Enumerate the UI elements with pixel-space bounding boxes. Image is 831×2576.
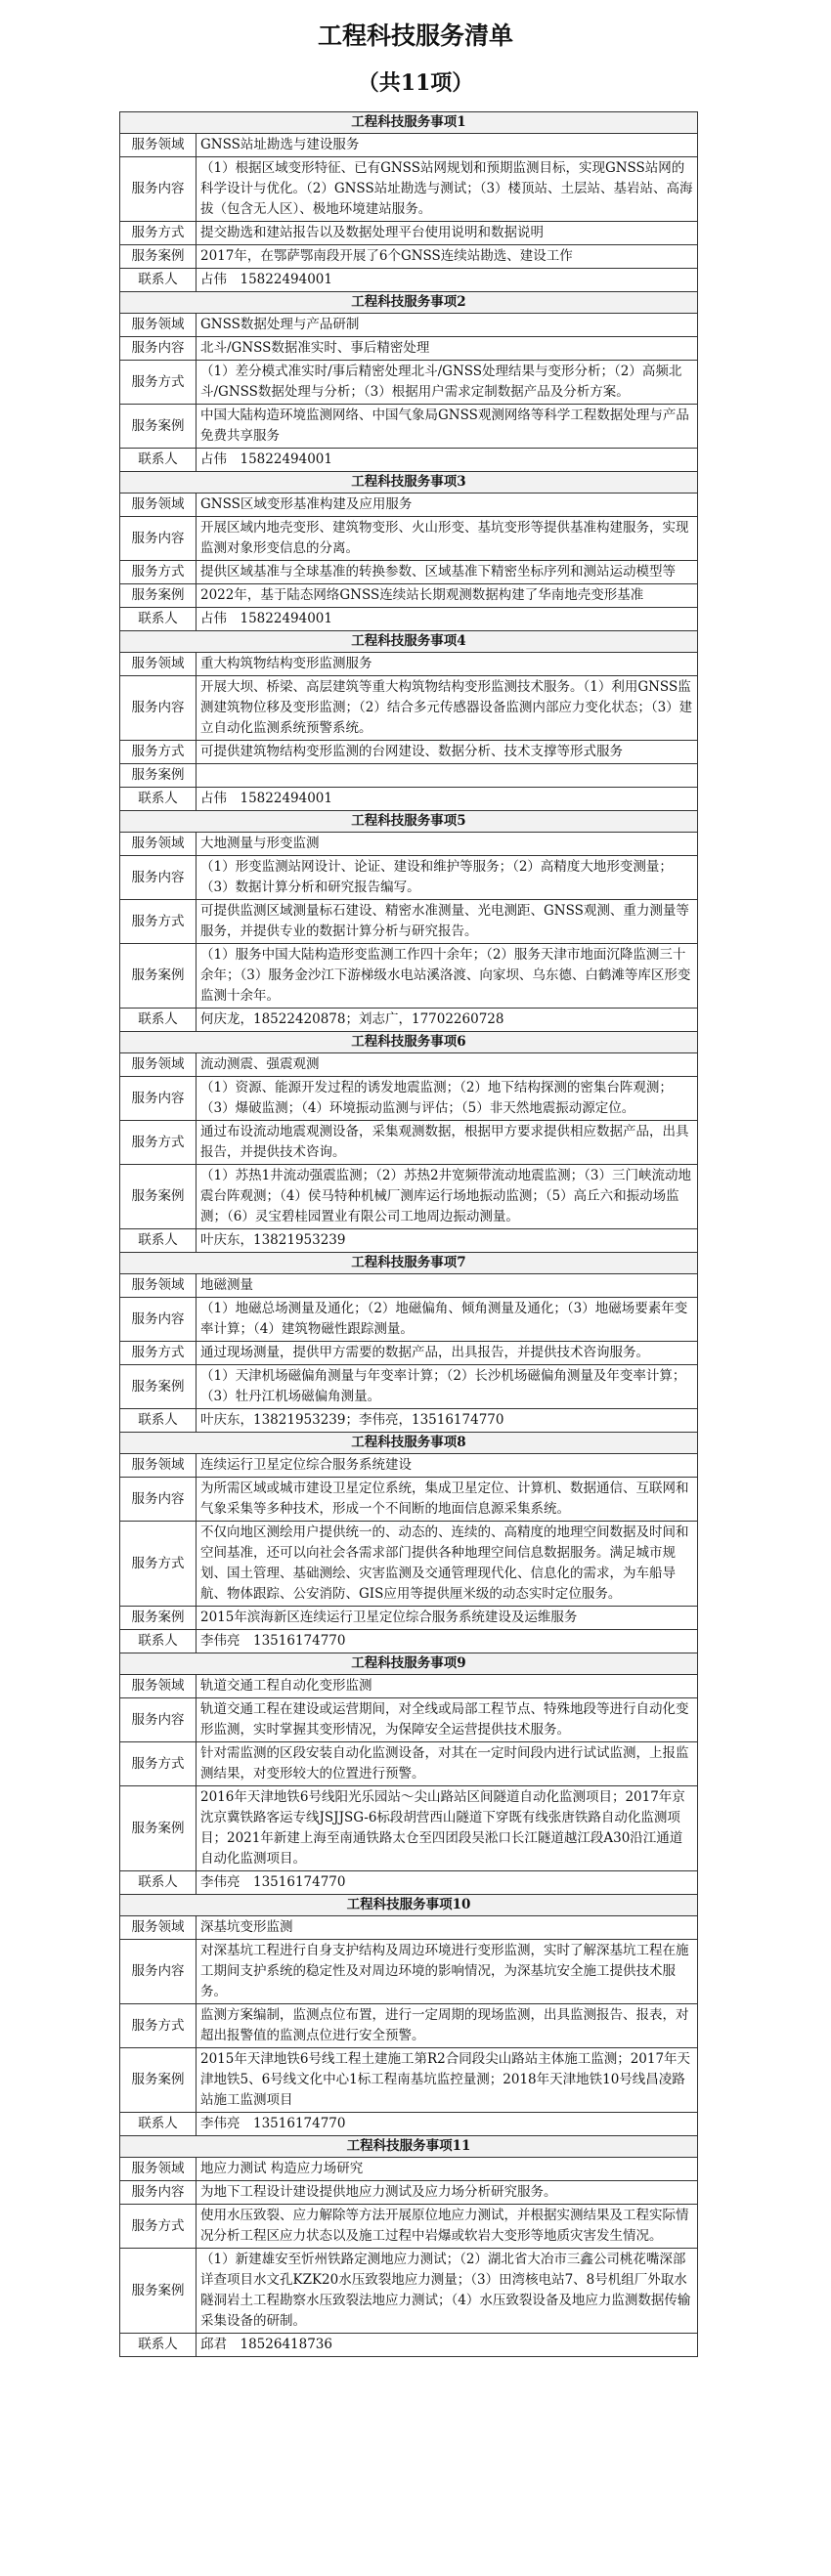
service-content-value: 轨道交通工程在建设或运营期间，对全线或局部工程节点、特殊地段等进行自动化变形监测，实时掌握其变形情况，为保障安全运营提供技术服务。 (197, 1698, 698, 1742)
service-item-header-row (120, 2136, 698, 2158)
service-content-value: 北斗/GNSS数据准实时、事后精密处理 (197, 337, 698, 361)
service-method-label: 服务方式 (120, 222, 197, 245)
service-field-label: 服务领域 (120, 2158, 197, 2181)
service-case-value: 2017年，在鄂萨鄂南段开展了6个GNSS连续站勘选、建设工作 (197, 245, 698, 269)
service-case-value: （1）苏热1井流动强震监测；（2）苏热2井宽频带流动地震监测；（3）三门峡流动地震台阵观测；（4）侯马特种机械厂测库运行场地振动监测；（5）高丘六和振动场监测；（6）灵宝碧桂园置业有限公司工地周边振动测量。 (197, 1165, 698, 1229)
service-case-row (120, 1607, 698, 1630)
service-item-header-row (120, 631, 698, 653)
service-field-row (120, 2158, 698, 2181)
service-method-row (120, 1742, 698, 1786)
service-field-label: 服务领域 (120, 1454, 197, 1478)
service-item-header-row (120, 1253, 698, 1274)
service-content-value: 为地下工程设计建设提供地应力测试及应力场分析研究服务。 (197, 2181, 698, 2205)
service-table-body (120, 112, 698, 2357)
service-field-value: 轨道交通工程自动化变形监测 (197, 1675, 698, 1698)
service-content-row (120, 1077, 698, 1121)
service-method-row (120, 2205, 698, 2249)
service-method-label: 服务方式 (120, 1742, 197, 1786)
service-case-label: 服务案例 (120, 764, 197, 788)
service-content-row (120, 856, 698, 900)
service-contact-row (120, 269, 698, 292)
service-case-label: 服务案例 (120, 944, 197, 1009)
service-content-label: 服务内容 (120, 856, 197, 900)
service-case-row (120, 245, 698, 269)
service-field-value: GNSS区域变形基准构建及应用服务 (197, 494, 698, 517)
service-contact-label: 联系人 (120, 608, 197, 631)
service-method-row (120, 1342, 698, 1365)
service-content-row (120, 157, 698, 222)
service-content-label: 服务内容 (120, 1940, 197, 2004)
service-field-row (120, 1454, 698, 1478)
service-item-header: 工程科技服务事项3 (120, 472, 698, 494)
service-content-label: 服务内容 (120, 1298, 197, 1342)
service-contact-value: 叶庆东，13821953239 (197, 1229, 698, 1253)
service-field-value: 重大构筑物结构变形监测服务 (197, 653, 698, 676)
service-field-row (120, 1053, 698, 1077)
service-method-label: 服务方式 (120, 900, 197, 944)
service-case-value: （1）天津机场磁偏角测量与年变率计算；（2）长沙机场磁偏角测量及年变率计算；（3）牡丹江机场磁偏角测量。 (197, 1365, 698, 1409)
service-content-label: 服务内容 (120, 1698, 197, 1742)
service-contact-row (120, 1409, 698, 1433)
service-case-label: 服务案例 (120, 2249, 197, 2334)
service-field-value: GNSS数据处理与产品研制 (197, 314, 698, 337)
service-item-header: 工程科技服务事项10 (120, 1895, 698, 1916)
service-contact-value: 李伟亮 13516174770 (197, 2113, 698, 2136)
service-contact-label: 联系人 (120, 2113, 197, 2136)
service-content-row (120, 1478, 698, 1522)
service-content-row (120, 2181, 698, 2205)
service-method-value: 可提供建筑物结构变形监测的台网建设、数据分析、技术支撑等形式服务 (197, 741, 698, 764)
service-method-label: 服务方式 (120, 2205, 197, 2249)
service-method-label: 服务方式 (120, 361, 197, 405)
service-contact-value: 何庆龙，18522420878；刘志广，17702260728 (197, 1009, 698, 1032)
service-case-value: 2022年，基于陆态网络GNSS连续站长期观测数据构建了华南地壳变形基准 (197, 584, 698, 608)
service-field-value: 深基坑变形监测 (197, 1916, 698, 1940)
service-item-header: 工程科技服务事项4 (120, 631, 698, 653)
service-case-row (120, 405, 698, 449)
service-contact-row (120, 2334, 698, 2357)
service-case-label: 服务案例 (120, 2048, 197, 2113)
service-case-value: 中国大陆构造环境监测网络、中国气象局GNSS观测网络等科学工程数据处理与产品免费共享服务 (197, 405, 698, 449)
service-item-header: 工程科技服务事项5 (120, 811, 698, 833)
service-field-value: 地磁测量 (197, 1274, 698, 1298)
service-item-header: 工程科技服务事项11 (120, 2136, 698, 2158)
service-field-row (120, 1274, 698, 1298)
service-contact-row (120, 608, 698, 631)
service-field-row (120, 833, 698, 856)
service-contact-label: 联系人 (120, 2334, 197, 2357)
service-content-row (120, 1940, 698, 2004)
service-contact-row (120, 1229, 698, 1253)
service-method-row (120, 361, 698, 405)
service-method-row (120, 741, 698, 764)
service-content-row (120, 676, 698, 741)
service-contact-row (120, 2113, 698, 2136)
service-case-value: 2015年天津地铁6号线工程土建施工第R2合同段尖山路站主体施工监测；2017年天津地铁5、6号线文化中心1标工程南基坑监控量测；2018年天津地铁10号线昌凌路站施工监测项目 (197, 2048, 698, 2113)
service-item-header-row (120, 1653, 698, 1675)
service-content-label: 服务内容 (120, 1077, 197, 1121)
service-method-value: 提交勘选和建站报告以及数据处理平台使用说明和数据说明 (197, 222, 698, 245)
service-case-row (120, 2048, 698, 2113)
service-case-value: 2015年滨海新区连续运行卫星定位综合服务系统建设及运维服务 (197, 1607, 698, 1630)
service-method-value: 不仅向地区测绘用户提供统一的、动态的、连续的、高精度的地理空间数据及时间和空间基准，还可以向社会各需求部门提供各种地理空间信息数据服务。满足城市规划、国土管理、基础测绘、灾害监测及交通管理现代化、信息化的需求，为车船导航、物体跟踪、公安消防、GIS应用等提供厘米级的动态实时定位服务。 (197, 1522, 698, 1607)
service-field-row (120, 1916, 698, 1940)
service-content-label: 服务内容 (120, 676, 197, 741)
service-method-value: 监测方案编制，监测点位布置，进行一定周期的现场监测，出具监测报告、报表，对超出报警值的监测点位进行安全预警。 (197, 2004, 698, 2048)
service-method-value: 通过现场测量，提供甲方需要的数据产品，出具报告，并提供技术咨询服务。 (197, 1342, 698, 1365)
service-case-label: 服务案例 (120, 1607, 197, 1630)
service-content-label: 服务内容 (120, 2181, 197, 2205)
service-case-value: （1）新建雄安至忻州铁路定测地应力测试；（2）湖北省大冶市三鑫公司桃花嘴深部详查项目水文孔KZK20水压致裂地应力测量；（3）田湾核电站7、8号机组厂外取水隧洞岩土工程勘察水压致裂法地应力测试；（4）水压致裂设备及地应力监测数据传输采集设备的研制。 (197, 2249, 698, 2334)
service-field-label: 服务领域 (120, 1675, 197, 1698)
service-method-row (120, 900, 698, 944)
service-contact-row (120, 449, 698, 472)
service-item-header: 工程科技服务事项1 (120, 112, 698, 134)
service-case-value: 2016年天津地铁6号线阳光乐园站～尖山路站区间隧道自动化监测项目；2017年京沈京冀铁路客运专线JSJJSG-6标段胡营西山隧道下穿既有线张唐铁路自动化监测项目；2021年新建上海至南通铁路太仓至四团段吴淞口长江隧道越江段A30沿江通道自动化监测项目。 (197, 1786, 698, 1871)
service-case-label: 服务案例 (120, 1365, 197, 1409)
service-content-value: 对深基坑工程进行自身支护结构及周边环境进行变形监测，实时了解深基坑工程在施工期间支护系统的稳定性及对周边环境的影响情况，为深基坑安全施工提供技术服务。 (197, 1940, 698, 2004)
document-subtitle: （共11项） (357, 70, 474, 96)
service-case-row (120, 1165, 698, 1229)
service-item-header: 工程科技服务事项7 (120, 1253, 698, 1274)
service-item-header: 工程科技服务事项6 (120, 1032, 698, 1053)
service-field-label: 服务领域 (120, 314, 197, 337)
service-field-row (120, 653, 698, 676)
service-contact-label: 联系人 (120, 1630, 197, 1653)
document-title: 工程科技服务清单 (317, 21, 513, 50)
service-contact-label: 联系人 (120, 1871, 197, 1895)
service-method-value: 针对需监测的区段安装自动化监测设备，对其在一定时间段内进行试试监测，上报监测结果，对变形较大的位置进行预警。 (197, 1742, 698, 1786)
service-content-value: （1）形变监测站网设计、论证、建设和维护等服务；（2）高精度大地形变测量；（3）数据计算分析和研究报告编写。 (197, 856, 698, 900)
service-case-row (120, 584, 698, 608)
service-method-value: （1）差分模式准实时/事后精密处理北斗/GNSS处理结果与变形分析；（2）高频北斗/GNSS数据处理与分析；（3）根据用户需求定制数据产品及分析方案。 (197, 361, 698, 405)
service-content-label: 服务内容 (120, 1478, 197, 1522)
service-content-value: （1）资源、能源开发过程的诱发地震监测；（2）地下结构探测的密集台阵观测；（3）爆破监测；（4）环境振动监测与评估；（5）非天然地震振动源定位。 (197, 1077, 698, 1121)
service-method-row (120, 222, 698, 245)
service-content-row (120, 517, 698, 561)
service-contact-row (120, 1871, 698, 1895)
service-field-label: 服务领域 (120, 833, 197, 856)
service-table (119, 111, 698, 2357)
service-field-label: 服务领域 (120, 134, 197, 157)
service-case-label: 服务案例 (120, 245, 197, 269)
service-contact-value: 占伟 15822494001 (197, 608, 698, 631)
service-field-value: 地应力测试 构造应力场研究 (197, 2158, 698, 2181)
service-content-label: 服务内容 (120, 157, 197, 222)
service-case-label: 服务案例 (120, 405, 197, 449)
service-case-label: 服务案例 (120, 1786, 197, 1871)
service-method-row (120, 1121, 698, 1165)
service-method-label: 服务方式 (120, 1522, 197, 1607)
service-contact-label: 联系人 (120, 449, 197, 472)
service-item-header: 工程科技服务事项8 (120, 1433, 698, 1454)
service-field-label: 服务领域 (120, 1053, 197, 1077)
service-content-row (120, 337, 698, 361)
service-method-value: 提供区域基准与全球基准的转换参数、区域基准下精密坐标序列和测站运动模型等 (197, 561, 698, 584)
service-contact-row (120, 1009, 698, 1032)
service-content-value: 开展区域内地壳变形、建筑物变形、火山形变、基坑变形等提供基准构建服务，实现监测对象形变信息的分离。 (197, 517, 698, 561)
service-contact-value: 占伟 15822494001 (197, 449, 698, 472)
service-method-row (120, 561, 698, 584)
service-field-label: 服务领域 (120, 1274, 197, 1298)
service-item-header-row (120, 112, 698, 134)
service-method-value: 可提供监测区域测量标石建设、精密水准测量、光电测距、GNSS观测、重力测量等服务，并提供专业的数据计算分析与研究报告。 (197, 900, 698, 944)
service-field-value: GNSS站址勘选与建设服务 (197, 134, 698, 157)
service-content-row (120, 1698, 698, 1742)
service-item-header: 工程科技服务事项9 (120, 1653, 698, 1675)
service-case-row (120, 944, 698, 1009)
service-content-label: 服务内容 (120, 337, 197, 361)
service-method-label: 服务方式 (120, 741, 197, 764)
service-item-header-row (120, 1032, 698, 1053)
service-field-row (120, 134, 698, 157)
service-method-label: 服务方式 (120, 2004, 197, 2048)
service-contact-value: 占伟 15822494001 (197, 788, 698, 811)
service-method-label: 服务方式 (120, 1342, 197, 1365)
service-contact-value: 占伟 15822494001 (197, 269, 698, 292)
service-contact-row (120, 1630, 698, 1653)
service-contact-label: 联系人 (120, 1409, 197, 1433)
service-method-label: 服务方式 (120, 1121, 197, 1165)
service-item-header: 工程科技服务事项2 (120, 292, 698, 314)
service-contact-value: 邱君 18526418736 (197, 2334, 698, 2357)
service-method-value: 使用水压致裂、应力解除等方法开展原位地应力测试，并根据实测结果及工程实际情况分析工程区应力状态以及施工过程中岩爆或软岩大变形等地质灾害发生情况。 (197, 2205, 698, 2249)
service-method-value: 通过布设流动地震观测设备，采集观测数据，根据甲方要求提供相应数据产品，出具报告，并提供技术咨询。 (197, 1121, 698, 1165)
service-contact-label: 联系人 (120, 1229, 197, 1253)
service-case-row (120, 764, 698, 788)
service-field-value: 流动测震、强震观测 (197, 1053, 698, 1077)
service-item-header-row (120, 811, 698, 833)
service-field-label: 服务领域 (120, 494, 197, 517)
service-case-value: （1）服务中国大陆构造形变监测工作四十余年；（2）服务天津市地面沉降监测三十余年；（3）服务金沙江下游梯级水电站溪洛渡、向家坝、乌东德、白鹤滩等库区形变监测十余年。 (197, 944, 698, 1009)
service-item-header-row (120, 1433, 698, 1454)
service-content-value: 开展大坝、桥梁、高层建筑等重大构筑物结构变形监测技术服务。（1）利用GNSS监测建筑物位移及变形监测；（2）结合多元传感器设备监测内部应力变化状态；（3）建立自动化监测系统预警系统。 (197, 676, 698, 741)
service-method-row (120, 2004, 698, 2048)
service-item-header-row (120, 1895, 698, 1916)
service-field-row (120, 494, 698, 517)
service-case-value (197, 764, 698, 788)
service-case-label: 服务案例 (120, 584, 197, 608)
service-contact-value: 叶庆东，13821953239；李伟亮，13516174770 (197, 1409, 698, 1433)
service-content-value: （1）地磁总场测量及通化；（2）地磁偏角、倾角测量及通化；（3）地磁场要素年变率计算；（4）建筑物磁性跟踪测量。 (197, 1298, 698, 1342)
service-case-label: 服务案例 (120, 1165, 197, 1229)
service-field-row (120, 1675, 698, 1698)
service-contact-row (120, 788, 698, 811)
service-method-label: 服务方式 (120, 561, 197, 584)
service-contact-value: 李伟亮 13516174770 (197, 1871, 698, 1895)
service-case-row (120, 1786, 698, 1871)
service-field-label: 服务领域 (120, 1916, 197, 1940)
service-case-row (120, 1365, 698, 1409)
service-field-label: 服务领域 (120, 653, 197, 676)
service-contact-label: 联系人 (120, 269, 197, 292)
service-content-value: 为所需区域或城市建设卫星定位系统，集成卫星定位、计算机、数据通信、互联网和气象采集等多种技术，形成一个不间断的地面信息源采集系统。 (197, 1478, 698, 1522)
service-contact-label: 联系人 (120, 788, 197, 811)
service-item-header-row (120, 292, 698, 314)
service-case-row (120, 2249, 698, 2334)
service-content-value: （1）根据区域变形特征、已有GNSS站网规划和预期监测目标，实现GNSS站网的科学设计与优化。（2）GNSS站址勘选与测试；（3）楼顶站、土层站、基岩站、高海拔（包含无人区）、极地环境建站服务。 (197, 157, 698, 222)
service-content-row (120, 1298, 698, 1342)
service-field-row (120, 314, 698, 337)
service-method-row (120, 1522, 698, 1607)
service-field-value: 连续运行卫星定位综合服务系统建设 (197, 1454, 698, 1478)
service-contact-value: 李伟亮 13516174770 (197, 1630, 698, 1653)
service-field-value: 大地测量与形变监测 (197, 833, 698, 856)
service-item-header-row (120, 472, 698, 494)
service-contact-label: 联系人 (120, 1009, 197, 1032)
service-content-label: 服务内容 (120, 517, 197, 561)
